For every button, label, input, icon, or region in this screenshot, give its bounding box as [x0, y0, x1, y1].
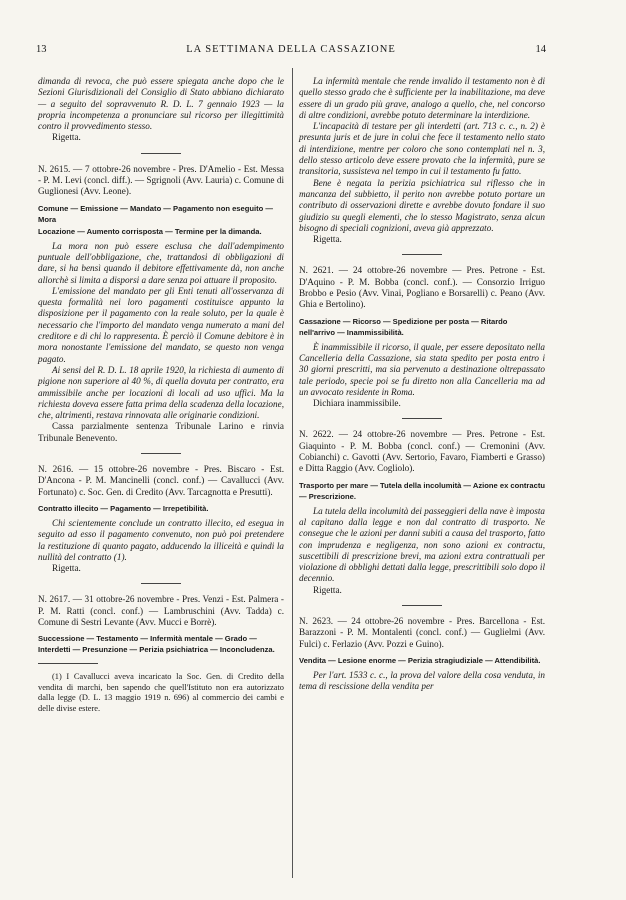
entry-2615-maxim-2: L'emissione del mandato per gli Enti tenuti all'osservanza di questa formalità nei loro pagamenti costituisce appunto la disposizione per il pagamento con la reale soluto, per la quale è necessario che l'importo del mandato venga numerato a mani del creditore e di chi lo rappresenta. È perciò il Comune debitore è in mora nonostante l'emissione del mandato, se questo non venga pagato. [38, 285, 284, 364]
entry-2616-maxim: Chi scientemente conclude un contratto illecito, ed esegua in seguito ad esso il pagamento convenuto, non può poi pretendere la restituzione di quanto pagato, adducendo la illiceità e quindi la nullità del contratto (1). [38, 517, 284, 562]
entry-2616-keywords: Contratto illecito — Pagamento — Irrepetibilità. [38, 503, 209, 513]
entry-2622-keywords: Trasporto per mare — Tutela della incolumità — Azione ex contractu — Prescrizione. [299, 480, 546, 501]
separator [141, 583, 181, 584]
entry-2615-maxim-3: Ai sensi del R. D. L. 18 aprile 1920, la richiesta di aumento di pigione non superiore al 40 %, di quella dovuta per contratto, era ammissibile anche per locazioni di locali ad uso uffici. Ma la richiesta doveva essere fatta prima della scadenza della locazione, che, altrimenti, restava rinnovata alle originarie condizioni. [38, 364, 284, 421]
entry-2615-outcome: Cassa parzialmente sentenza Tribunale Larino e rinvia Tribunale Benevento. [38, 421, 284, 443]
separator [402, 418, 442, 419]
entry-2615-keywords-2: Locazione — Aumento corrisposta — Termine per la dimanda. [38, 226, 262, 236]
entry-2617-heading: N. 2617. — 31 ottobre-26 novembre - Pres. Venzi - Est. Palmera - P. M. Ratti (concl. conf.) — Lambruschini (Avv. Tadda) c. Comune di Sestri Levante (Avv. Mucci e Borrè). [38, 594, 284, 627]
entry-2616-outcome: Rigetta. [52, 563, 81, 574]
entry-2623-keywords: Vendita — Lesione enorme — Perizia stragiudiziale — Attendibilità. [299, 655, 541, 665]
entry-2622-maxim: La tutela della incolumità dei passeggieri della nave è imposta al capitano dalla legge e non dal contratto di trasporto. Ne consegue che le azioni per danni subiti a causa del trasporto, fatto con imprudenza e negligenza, non sono azioni ex contractu, suscettibili di prescrizione brevi, ma azioni extra contrattuali per violazione di obblighi dettati dalla legge, prescrittibili solo dopo il decennio. [299, 505, 545, 584]
entry-2622-outcome: Rigetta. [313, 584, 342, 595]
left-column [38, 76, 284, 714]
running-header [34, 44, 548, 58]
entry-2615-heading: N. 2615. — 7 ottobre-26 novembre - Pres. D'Amelio - Est. Messa - P. M. Levi (concl. diff.). — Sgrignoli (Avv. Lauria) c. Comune di Guglionesi (Avv. Leone). [38, 163, 284, 197]
separator [402, 605, 442, 606]
entry-2623-maxim: Per l'art. 1533 c. c., la prova del valore della cosa venduta, in tema di rescissione della vendita per [299, 669, 545, 692]
entry-2617-keywords: Successione — Testamento — Infermità mentale — Grado — Interdetti — Presunzione — Perizia psichiatrica — Inconcludenza. [38, 634, 275, 655]
entry-2622-heading: N. 2622. — 24 ottobre-26 novembre — Pres. Petrone - Est. Giaquinto - P. M. Bobba (concl. conf.) — Cremonini (Avv. Cobianchi) c. Gavotti (Avv. Sertorio, Favaro, Fiamberti e Grasso) e Ditta Raggio (Avv. Cogliolo). [299, 429, 545, 474]
footnote: (1) I Cavallucci aveva incaricato la Soc. Gen. di Credito della vendita di marchi, ben sapendo che quell'Istituto non era autorizzato dalla legge (D. L. 13 maggio 1919 n. 696) al commercio dei cambi e delle divise estere. [38, 672, 284, 713]
journal-title: LA SETTIMANA DELLA CASSAZIONE [186, 44, 396, 55]
right-column [299, 76, 545, 692]
footnote-rule [38, 663, 98, 664]
separator [141, 453, 181, 454]
separator [141, 153, 181, 154]
entry-2621-keywords: Cassazione — Ricorso — Spedizione per posta — Ritardo nell'arrivo — Inammissibilità. [299, 316, 508, 337]
column-divider [292, 68, 293, 878]
entry-2615-keywords-1: Comune — Emissione — Mandato — Pagamento non eseguito — Mora [38, 203, 274, 224]
page-number-right: 14 [535, 44, 546, 55]
entry-2617-outcome: Rigetta. [313, 234, 342, 245]
entry-2621-outcome: Dichiara inammissibile. [313, 398, 401, 409]
entry-2621-heading: N. 2621. — 24 ottobre-26 novembre — Pres. Petrone - Est. D'Aquino - P. M. Bobba (concl. conf.). — Consorzio Irriguo Brobbo e Pesio (Avv. Vinai, Pogliano e Borsarelli) c. Peano (Avv. Ghia e Bertolino). [299, 265, 545, 310]
entry-2617-maxim-1: La infermità mentale che rende invalido il testamento non è di quello stesso grado che è sufficiente per la inabilitazione, ma deve essere di un grado più grave, analogo a quello, che, nel concorso di altre condizioni, avrebbe potuto determinare la interdizione. [299, 76, 545, 120]
entry-2615-maxim-1: La mora non può essere esclusa che dall'adempimento puntuale dell'obbligazione, che, trattandosi di obbligazioni di dare, si ha bensì quando il debitore effettivamente dà, non anche allorchè si limita a disporsi a dare senza poi attuare il proposito. [38, 240, 284, 285]
intro-outcome: Rigetta. [52, 132, 81, 143]
entry-2617-maxim-2: L'incapacità di testare per gli interdetti (art. 713 c. c., n. 2) è presunta juris et de jure in colui che fece il testamento nello stato di interdizione, mentre per coloro che sono contemplati nel n. 3, dello stesso articolo deve essere provato che la infermità, pure se transitoria, sussisteva nel tempo in cui il testamento fu fatto. [299, 121, 545, 177]
intro-paragraph: dimanda di revoca, che può essere spiegata anche dopo che le Sezioni Giurisdizionali del Consiglio di Stato abbiano dichiarato — a seguito del sopravvenuto R. D. L. 7 gennaio 1923 — la propria incompetenza a pronunciare sul ricorso per illegittimità contro il provvedimento stesso. [38, 76, 284, 132]
entry-2623-heading: N. 2623. — 24 ottobre-26 novembre - Pres. Barcellona - Est. Barazzoni - P. M. Montalenti (concl. conf.) — Guglielmi (Avv. Fulci) c. Ferlazio (Avv. Pozzi e Guino). [299, 615, 545, 649]
page-number-left: 13 [36, 44, 47, 55]
entry-2617-maxim-3: Bene è negata la perizia psichiatrica sul riflesso che in mancanza del subbietto, il perito non avrebbe potuto portare un contributo di osservazioni dirette e avrebbe dovuto fondare il suo giudizio su quegli elementi, che lo stesso Magistrato, senza alcun bisogno di speciali cognizioni, aveva già apprezzato. [299, 177, 545, 233]
entry-2621-maxim: È inammissibile il ricorso, il quale, per essere depositato nella Cancelleria della Cassazione, sia stata spedito per posta entro i 30 giorni prescritti, ma sia pervenuto a destinazione oltrepassato tale periodo, specie poi se fu diretto non alla Cancelleria ma ad un avvocato residente in Roma. [299, 341, 545, 397]
entry-2616-heading: N. 2616. — 15 ottobre-26 novembre - Pres. Biscaro - Est. D'Ancona - P. M. Mancinelli (concl. conf.) — Cavallucci (Avv. Fortunato) c. Soc. Gen. di Credito (Avv. Tarcagnotta e Presutti). [38, 464, 284, 497]
separator [402, 254, 442, 255]
